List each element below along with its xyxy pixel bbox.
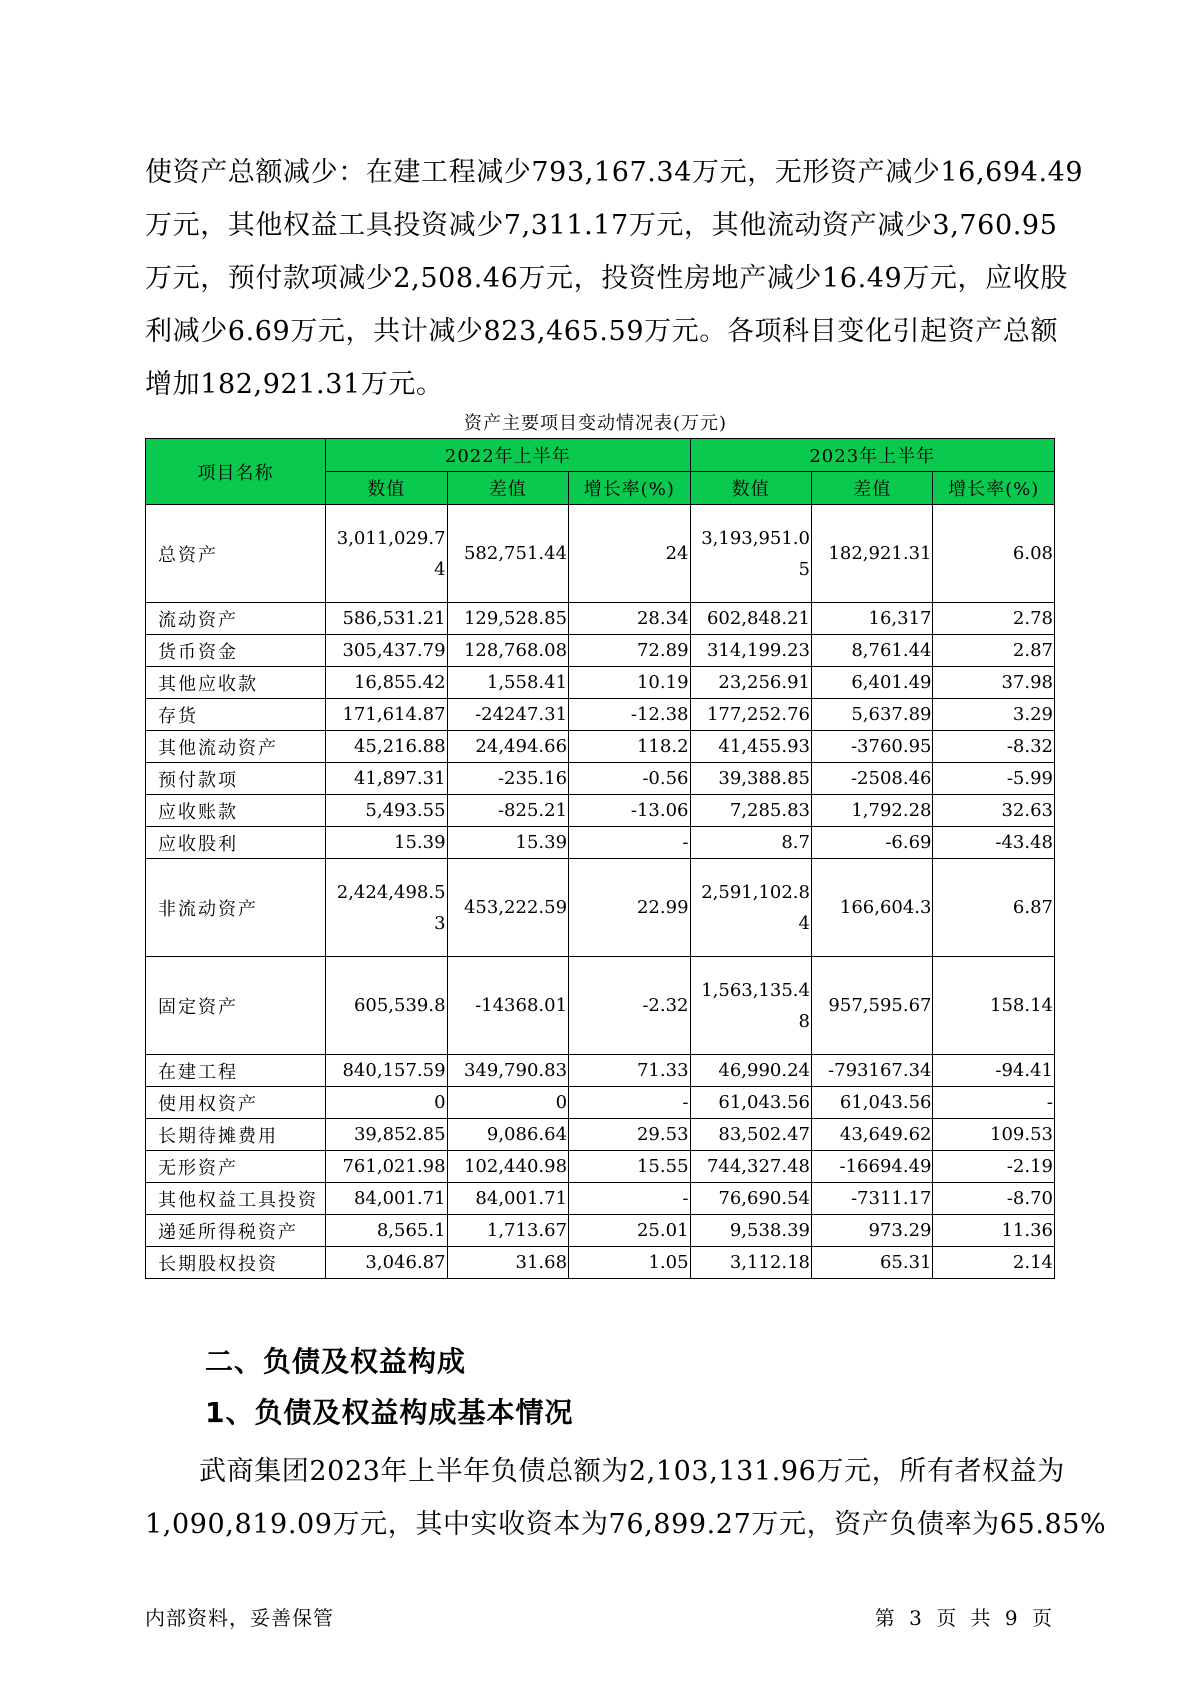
- row-label: 其他流动资产: [146, 731, 326, 763]
- table-cell: 6,401.49: [812, 667, 933, 699]
- table-cell: 32.63: [933, 795, 1055, 827]
- table-cell: -8.32: [933, 731, 1055, 763]
- table-row: [146, 1215, 1055, 1247]
- table-cell: 1,792.28: [812, 795, 933, 827]
- header-period-2023: 2023年上半年: [690, 439, 1054, 472]
- row-label: 使用权资产: [146, 1087, 326, 1119]
- table-cell: 3,112.18: [690, 1247, 811, 1279]
- intro-line: 万元，预付款项减少2,508.46万元，投资性房地产减少16.49万元，应收股: [145, 263, 1068, 294]
- table-cell: 37.98: [933, 667, 1055, 699]
- header-period-2022: 2022年上半年: [326, 439, 690, 472]
- table-cell: 171,614.87: [326, 699, 447, 731]
- table-row: [146, 1087, 1055, 1119]
- intro-line: 增加182,921.31万元。: [145, 369, 444, 400]
- table-cell: 9,538.39: [690, 1215, 811, 1247]
- table-cell: 453,222.59: [447, 859, 568, 957]
- table-cell: 305,437.79: [326, 635, 447, 667]
- table-caption: 资产主要项目变动情况表(万元): [463, 413, 728, 434]
- table-cell: 71.33: [569, 1055, 690, 1087]
- table-cell: -12.38: [569, 699, 690, 731]
- row-label: 存货: [146, 699, 326, 731]
- table-cell: 0: [447, 1087, 568, 1119]
- row-label: 预付款项: [146, 763, 326, 795]
- table-cell: 2.87: [933, 635, 1055, 667]
- table-cell: 24: [569, 505, 690, 603]
- table-cell: 1.05: [569, 1247, 690, 1279]
- table-cell: 761,021.98: [326, 1151, 447, 1183]
- table-cell: 0: [326, 1087, 447, 1119]
- row-label: 货币资金: [146, 635, 326, 667]
- table-cell: -: [569, 827, 690, 859]
- row-label: 其他权益工具投资: [146, 1183, 326, 1215]
- table-cell: 84,001.71: [326, 1183, 447, 1215]
- table-cell: 128,768.08: [447, 635, 568, 667]
- row-label: 应收股利: [146, 827, 326, 859]
- table-row: [146, 635, 1055, 667]
- table-cell: 2.78: [933, 603, 1055, 635]
- table-cell: 2.14: [933, 1247, 1055, 1279]
- table-cell: 84,001.71: [447, 1183, 568, 1215]
- header-rate: 增长率(%): [933, 472, 1055, 505]
- intro-line: 万元，其他权益工具投资减少7,311.17万元，其他流动资产减少3,760.95: [145, 210, 1058, 241]
- section-heading: 二、负债及权益构成: [205, 1345, 467, 1378]
- table-row: [146, 699, 1055, 731]
- table-cell: 15.39: [326, 827, 447, 859]
- table-cell: 5,637.89: [812, 699, 933, 731]
- table-cell: 2,591,102.84: [690, 859, 811, 957]
- table-cell: -793167.34: [812, 1055, 933, 1087]
- table-cell: -14368.01: [447, 957, 568, 1055]
- table-cell: 177,252.76: [690, 699, 811, 731]
- table-cell: -16694.49: [812, 1151, 933, 1183]
- table-cell: 39,852.85: [326, 1119, 447, 1151]
- table-cell: 1,713.67: [447, 1215, 568, 1247]
- table-cell: 10.19: [569, 667, 690, 699]
- table-row: [146, 795, 1055, 827]
- table-cell: 182,921.31: [812, 505, 933, 603]
- table-cell: 1,563,135.48: [690, 957, 811, 1055]
- table-cell: -2.32: [569, 957, 690, 1055]
- table-cell: -: [569, 1183, 690, 1215]
- table-cell: 3.29: [933, 699, 1055, 731]
- table-cell: 314,199.23: [690, 635, 811, 667]
- header-rate: 增长率(%): [569, 472, 690, 505]
- table-cell: 5,493.55: [326, 795, 447, 827]
- intro-line: 使资产总额减少：在建工程减少793,167.34万元，无形资产减少16,694.49: [145, 157, 1084, 188]
- table-row: [146, 505, 1055, 603]
- table-cell: 16,317: [812, 603, 933, 635]
- table-cell: 7,285.83: [690, 795, 811, 827]
- table-cell: 840,157.59: [326, 1055, 447, 1087]
- table-cell: 3,193,951.05: [690, 505, 811, 603]
- table-cell: 72.89: [569, 635, 690, 667]
- row-label: 流动资产: [146, 603, 326, 635]
- table-cell: 24,494.66: [447, 731, 568, 763]
- table-cell: 22.99: [569, 859, 690, 957]
- table-body: [146, 505, 1055, 1279]
- table-cell: 9,086.64: [447, 1119, 568, 1151]
- table-cell: 43,649.62: [812, 1119, 933, 1151]
- row-label: 固定资产: [146, 957, 326, 1055]
- table-cell: 15.55: [569, 1151, 690, 1183]
- table-cell: 41,455.93: [690, 731, 811, 763]
- table-cell: 28.34: [569, 603, 690, 635]
- row-label: 长期待摊费用: [146, 1119, 326, 1151]
- table-row: [146, 859, 1055, 957]
- row-label: 长期股权投资: [146, 1247, 326, 1279]
- table-cell: -5.99: [933, 763, 1055, 795]
- table-cell: 11.36: [933, 1215, 1055, 1247]
- table-cell: -: [933, 1087, 1055, 1119]
- table-cell: -235.16: [447, 763, 568, 795]
- footer-note: 内部资料，妥善保管: [145, 1606, 334, 1630]
- row-label: 总资产: [146, 505, 326, 603]
- page-number: 第 3 页 共 9 页: [874, 1606, 1053, 1630]
- header-value: 数值: [326, 472, 447, 505]
- table-cell: 2,424,498.53: [326, 859, 447, 957]
- table-row: [146, 1119, 1055, 1151]
- table-cell: 15.39: [447, 827, 568, 859]
- table-cell: 605,539.8: [326, 957, 447, 1055]
- table-cell: -0.56: [569, 763, 690, 795]
- table-cell: 23,256.91: [690, 667, 811, 699]
- header-diff: 差值: [447, 472, 568, 505]
- table-row: [146, 1151, 1055, 1183]
- table-cell: 118.2: [569, 731, 690, 763]
- table-row: [146, 667, 1055, 699]
- table-cell: 6.08: [933, 505, 1055, 603]
- table-cell: 8,761.44: [812, 635, 933, 667]
- table-cell: 76,690.54: [690, 1183, 811, 1215]
- table-cell: -7311.17: [812, 1183, 933, 1215]
- table-cell: 102,440.98: [447, 1151, 568, 1183]
- table-cell: 166,604.3: [812, 859, 933, 957]
- table-cell: 129,528.85: [447, 603, 568, 635]
- header-item-name: 项目名称: [146, 439, 326, 505]
- sub-heading: 1、负债及权益构成基本情况: [205, 1396, 574, 1429]
- table-cell: 65.31: [812, 1247, 933, 1279]
- table-cell: 6.87: [933, 859, 1055, 957]
- row-label: 应收账款: [146, 795, 326, 827]
- table-cell: 45,216.88: [326, 731, 447, 763]
- table-cell: 61,043.56: [812, 1087, 933, 1119]
- table-cell: -94.41: [933, 1055, 1055, 1087]
- row-label: 无形资产: [146, 1151, 326, 1183]
- table-cell: -13.06: [569, 795, 690, 827]
- table-cell: 744,327.48: [690, 1151, 811, 1183]
- table-cell: -24247.31: [447, 699, 568, 731]
- table-cell: 25.01: [569, 1215, 690, 1247]
- intro-line: 利减少6.69万元，共计减少823,465.59万元。各项科目变化引起资产总额: [145, 316, 1059, 347]
- table-cell: -8.70: [933, 1183, 1055, 1215]
- table-cell: 158.14: [933, 957, 1055, 1055]
- table-cell: 29.53: [569, 1119, 690, 1151]
- body-line: 武商集团2023年上半年负债总额为2,103,131.96万元，所有者权益为: [199, 1456, 1065, 1487]
- table-cell: 349,790.83: [447, 1055, 568, 1087]
- table-cell: 46,990.24: [690, 1055, 811, 1087]
- table-cell: -6.69: [812, 827, 933, 859]
- table-row: [146, 731, 1055, 763]
- table-cell: 39,388.85: [690, 763, 811, 795]
- table-cell: 8,565.1: [326, 1215, 447, 1247]
- table-cell: 61,043.56: [690, 1087, 811, 1119]
- table-cell: 3,046.87: [326, 1247, 447, 1279]
- table-cell: 973.29: [812, 1215, 933, 1247]
- table-row: [146, 1183, 1055, 1215]
- intro-paragraph: [145, 146, 1084, 411]
- table-row: [146, 763, 1055, 795]
- table-cell: 3,011,029.74: [326, 505, 447, 603]
- asset-change-table: [145, 438, 1055, 1279]
- table-row: [146, 957, 1055, 1055]
- header-diff: 差值: [812, 472, 933, 505]
- row-label: 递延所得税资产: [146, 1215, 326, 1247]
- table-row: [146, 827, 1055, 859]
- table-cell: 31.68: [447, 1247, 568, 1279]
- table-cell: -: [569, 1087, 690, 1119]
- table-cell: -825.21: [447, 795, 568, 827]
- table-row: [146, 1247, 1055, 1279]
- table-row: [146, 603, 1055, 635]
- table-cell: -2508.46: [812, 763, 933, 795]
- table-cell: 602,848.21: [690, 603, 811, 635]
- table-cell: -43.48: [933, 827, 1055, 859]
- header-value: 数值: [690, 472, 811, 505]
- table-cell: 582,751.44: [447, 505, 568, 603]
- body-paragraph: [145, 1445, 1107, 1551]
- table-row: [146, 1055, 1055, 1087]
- table-cell: 41,897.31: [326, 763, 447, 795]
- table-cell: 83,502.47: [690, 1119, 811, 1151]
- table-cell: 8.7: [690, 827, 811, 859]
- row-label: 在建工程: [146, 1055, 326, 1087]
- table-cell: 109.53: [933, 1119, 1055, 1151]
- row-label: 其他应收款: [146, 667, 326, 699]
- table-cell: -3760.95: [812, 731, 933, 763]
- row-label: 非流动资产: [146, 859, 326, 957]
- table-cell: 586,531.21: [326, 603, 447, 635]
- table-cell: -2.19: [933, 1151, 1055, 1183]
- body-line: 1,090,819.09万元，其中实收资本为76,899.27万元，资产负债率为65.85%: [145, 1509, 1107, 1540]
- table-cell: 1,558.41: [447, 667, 568, 699]
- table-cell: 16,855.42: [326, 667, 447, 699]
- table-cell: 957,595.67: [812, 957, 933, 1055]
